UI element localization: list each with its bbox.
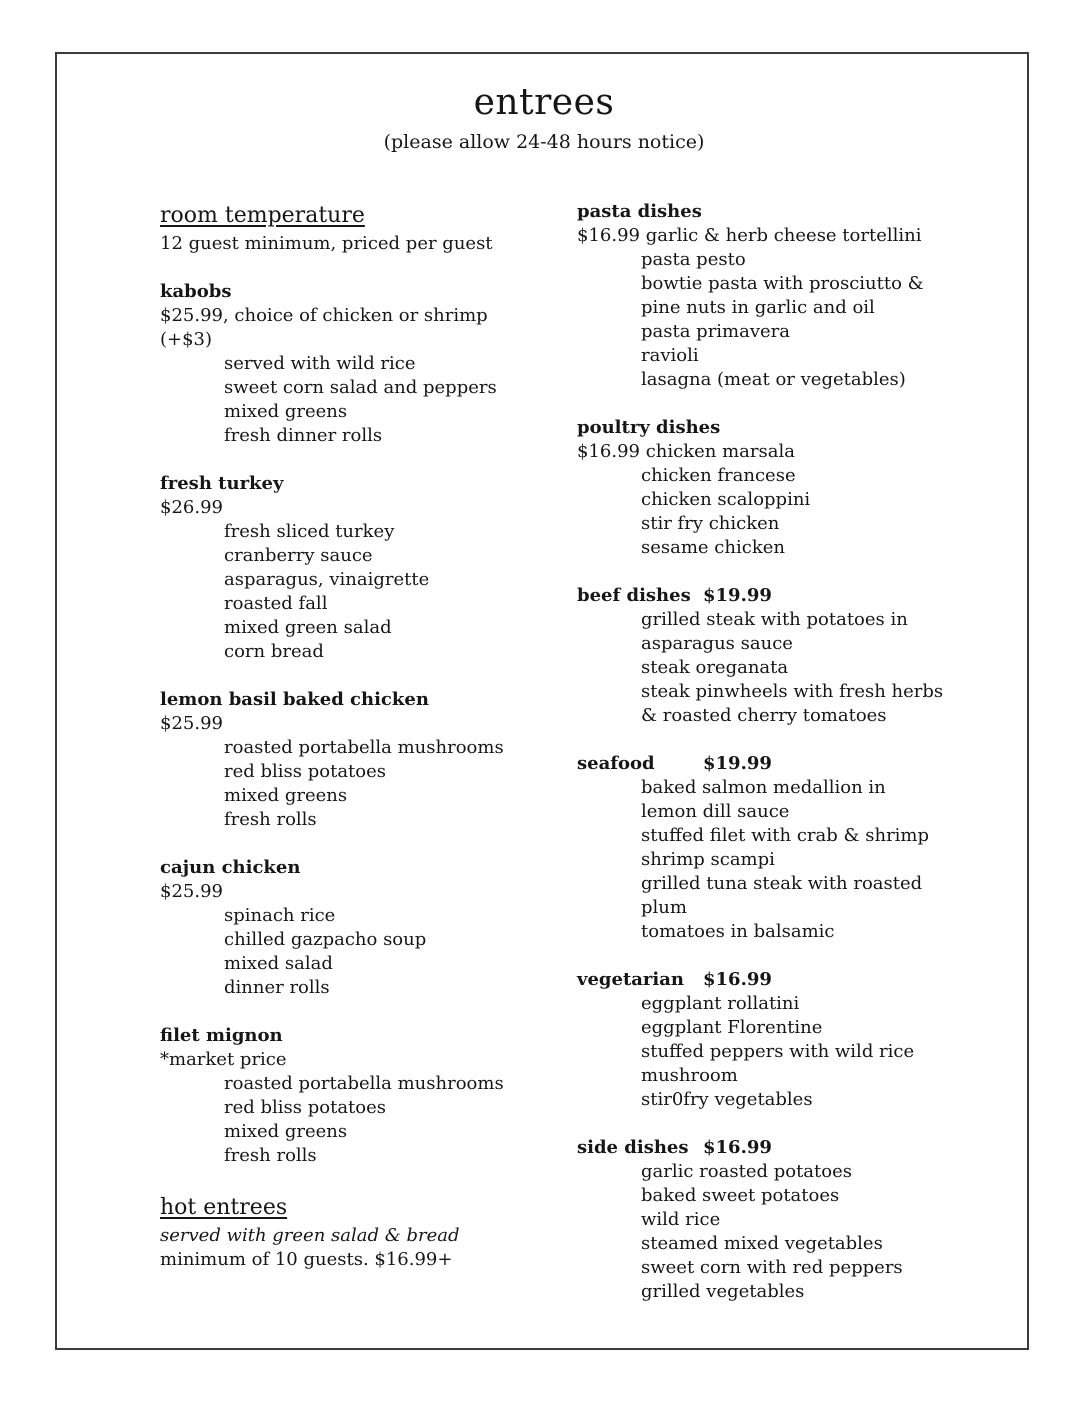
menu-item-line: stir fry chicken bbox=[641, 513, 780, 534]
menu-item-line: baked sweet potatoes bbox=[641, 1185, 840, 1206]
menu-item-line: steak oreganata bbox=[641, 657, 789, 678]
section-heading-beef-dishes: beef dishes bbox=[577, 585, 691, 606]
menu-item-line: fresh dinner rolls bbox=[224, 425, 383, 446]
menu-item-line: chicken scaloppini bbox=[641, 489, 811, 510]
section-heading-row-filet-mignon bbox=[160, 1024, 575, 1048]
menu-item-line: pasta pesto bbox=[641, 249, 746, 270]
menu-section-filet-mignon bbox=[160, 1024, 575, 1168]
menu-item-line: red bliss potatoes bbox=[224, 761, 387, 782]
menu-section-kabobs bbox=[160, 280, 575, 448]
menu-item-line: mixed greens bbox=[224, 1121, 348, 1142]
menu-item-line: fresh sliced turkey bbox=[224, 521, 395, 542]
section-heading-row-fresh-turkey bbox=[160, 472, 575, 496]
section-heading-row-beef-dishes bbox=[577, 584, 1027, 608]
menu-item-line: roasted portabella mushrooms bbox=[224, 737, 504, 758]
section-heading-vegetarian: vegetarian bbox=[577, 969, 684, 990]
section-subline: served with green salad & bread bbox=[160, 1225, 460, 1246]
section-price-seafood: $19.99 bbox=[703, 753, 772, 774]
section-price-beef-dishes: $19.99 bbox=[703, 585, 772, 606]
menu-item-line: fresh rolls bbox=[224, 1145, 317, 1166]
menu-item-line: sesame chicken bbox=[641, 537, 785, 558]
page-subtitle: (please allow 24-48 hours notice) bbox=[383, 131, 705, 153]
menu-item-line: corn bread bbox=[224, 641, 324, 662]
menu-item-line: plum bbox=[641, 897, 687, 918]
menu-item-line: grilled steak with potatoes in bbox=[641, 609, 908, 630]
menu-item-line: mixed greens bbox=[224, 785, 348, 806]
section-subline: $16.99 garlic & herb cheese tortellini bbox=[577, 225, 922, 246]
menu-item-line: sweet corn with red peppers bbox=[641, 1257, 903, 1278]
menu-item-line: eggplant Florentine bbox=[641, 1017, 823, 1038]
section-heading-row-cajun-chicken bbox=[160, 856, 575, 880]
section-heading-pasta-dishes: pasta dishes bbox=[577, 201, 702, 222]
menu-item-line: mushroom bbox=[641, 1065, 738, 1086]
menu-item-line: lemon dill sauce bbox=[641, 801, 790, 822]
menu-item-line: lasagna (meat or vegetables) bbox=[641, 369, 906, 390]
menu-item-line: eggplant rollatini bbox=[641, 993, 800, 1014]
menu-section-cajun-chicken bbox=[160, 856, 575, 1000]
menu-section-fresh-turkey bbox=[160, 472, 575, 664]
menu-item-line: pine nuts in garlic and oil bbox=[641, 297, 875, 318]
left-column bbox=[160, 200, 575, 1296]
menu-item-line: shrimp scampi bbox=[641, 849, 775, 870]
menu-item-line: tomatoes in balsamic bbox=[641, 921, 835, 942]
menu-item-line: roasted portabella mushrooms bbox=[224, 1073, 504, 1094]
menu-item-line: grilled tuna steak with roasted bbox=[641, 873, 923, 894]
menu-item-line: mixed greens bbox=[224, 401, 348, 422]
menu-item-line: stir0fry vegetables bbox=[641, 1089, 813, 1110]
menu-section-hot-entrees bbox=[160, 1192, 575, 1272]
menu-section-side-dishes bbox=[577, 1136, 1027, 1304]
section-heading-kabobs: kabobs bbox=[160, 281, 232, 302]
section-heading-row-kabobs bbox=[160, 280, 575, 304]
menu-item-line: fresh rolls bbox=[224, 809, 317, 830]
section-heading-row-poultry-dishes bbox=[577, 416, 1027, 440]
page-title: entrees bbox=[473, 82, 615, 123]
menu-item-line: chicken francese bbox=[641, 465, 796, 486]
section-heading-row-room-temperature bbox=[160, 200, 575, 232]
menu-item-line: mixed salad bbox=[224, 953, 333, 974]
section-heading-cajun-chicken: cajun chicken bbox=[160, 857, 301, 878]
section-subline: $16.99 chicken marsala bbox=[577, 441, 795, 462]
menu-item-line: dinner rolls bbox=[224, 977, 330, 998]
section-heading-row-vegetarian bbox=[577, 968, 1027, 992]
section-heading-row-pasta-dishes bbox=[577, 200, 1027, 224]
menu-item-line: roasted fall bbox=[224, 593, 328, 614]
menu-item-line: spinach rice bbox=[224, 905, 336, 926]
section-heading-lemon-basil-baked-chicken: lemon basil baked chicken bbox=[160, 689, 429, 710]
section-heading-row-hot-entrees bbox=[160, 1192, 575, 1224]
menu-item-line: asparagus, vinaigrette bbox=[224, 569, 430, 590]
section-subline: $25.99, choice of chicken or shrimp bbox=[160, 305, 488, 326]
menu-item-line: garlic roasted potatoes bbox=[641, 1161, 852, 1182]
menu-section-seafood bbox=[577, 752, 1027, 944]
section-subline: $25.99 bbox=[160, 713, 223, 734]
section-heading-row-lemon-basil-baked-chicken bbox=[160, 688, 575, 712]
section-heading-poultry-dishes: poultry dishes bbox=[577, 417, 721, 438]
menu-item-line: chilled gazpacho soup bbox=[224, 929, 427, 950]
menu-item-line: steamed mixed vegetables bbox=[641, 1233, 883, 1254]
menu-item-line: served with wild rice bbox=[224, 353, 416, 374]
section-heading-row-side-dishes bbox=[577, 1136, 1027, 1160]
menu-item-line: stuffed peppers with wild rice bbox=[641, 1041, 915, 1062]
section-subline: (+$3) bbox=[160, 329, 213, 350]
menu-section-room-temperature bbox=[160, 200, 575, 256]
menu-item-line: baked salmon medallion in bbox=[641, 777, 886, 798]
section-subline: 12 guest minimum, priced per guest bbox=[160, 233, 493, 254]
section-subline: minimum of 10 guests. $16.99+ bbox=[160, 1249, 453, 1270]
menu-item-line: pasta primavera bbox=[641, 321, 791, 342]
menu-section-pasta-dishes bbox=[577, 200, 1027, 392]
menu-item-line: red bliss potatoes bbox=[224, 1097, 387, 1118]
right-column bbox=[577, 200, 1027, 1328]
section-heading-seafood: seafood bbox=[577, 753, 655, 774]
menu-section-vegetarian bbox=[577, 968, 1027, 1112]
menu-item-line: steak pinwheels with fresh herbs bbox=[641, 681, 944, 702]
menu-item-line: grilled vegetables bbox=[641, 1281, 805, 1302]
section-heading-room-temperature: room temperature bbox=[160, 203, 365, 228]
menu-item-line: asparagus sauce bbox=[641, 633, 793, 654]
menu-item-line: & roasted cherry tomatoes bbox=[641, 705, 887, 726]
section-price-vegetarian: $16.99 bbox=[703, 969, 772, 990]
section-heading-fresh-turkey: fresh turkey bbox=[160, 473, 284, 494]
section-heading-row-seafood bbox=[577, 752, 1027, 776]
section-price-side-dishes: $16.99 bbox=[703, 1137, 772, 1158]
section-subline: *market price bbox=[160, 1049, 287, 1070]
menu-item-line: cranberry sauce bbox=[224, 545, 373, 566]
menu-item-line: stuffed filet with crab & shrimp bbox=[641, 825, 930, 846]
menu-item-line: ravioli bbox=[641, 345, 699, 366]
menu-item-line: sweet corn salad and peppers bbox=[224, 377, 497, 398]
section-heading-filet-mignon: filet mignon bbox=[160, 1025, 283, 1046]
menu-item-line: wild rice bbox=[641, 1209, 721, 1230]
menu-section-beef-dishes bbox=[577, 584, 1027, 728]
menu-section-lemon-basil-baked-chicken bbox=[160, 688, 575, 832]
section-subline: $25.99 bbox=[160, 881, 223, 902]
section-subline: $26.99 bbox=[160, 497, 223, 518]
menu-item-line: mixed green salad bbox=[224, 617, 392, 638]
section-heading-side-dishes: side dishes bbox=[577, 1137, 689, 1158]
menu-section-poultry-dishes bbox=[577, 416, 1027, 560]
menu-item-line: bowtie pasta with prosciutto & bbox=[641, 273, 924, 294]
section-heading-hot-entrees: hot entrees bbox=[160, 1195, 288, 1220]
